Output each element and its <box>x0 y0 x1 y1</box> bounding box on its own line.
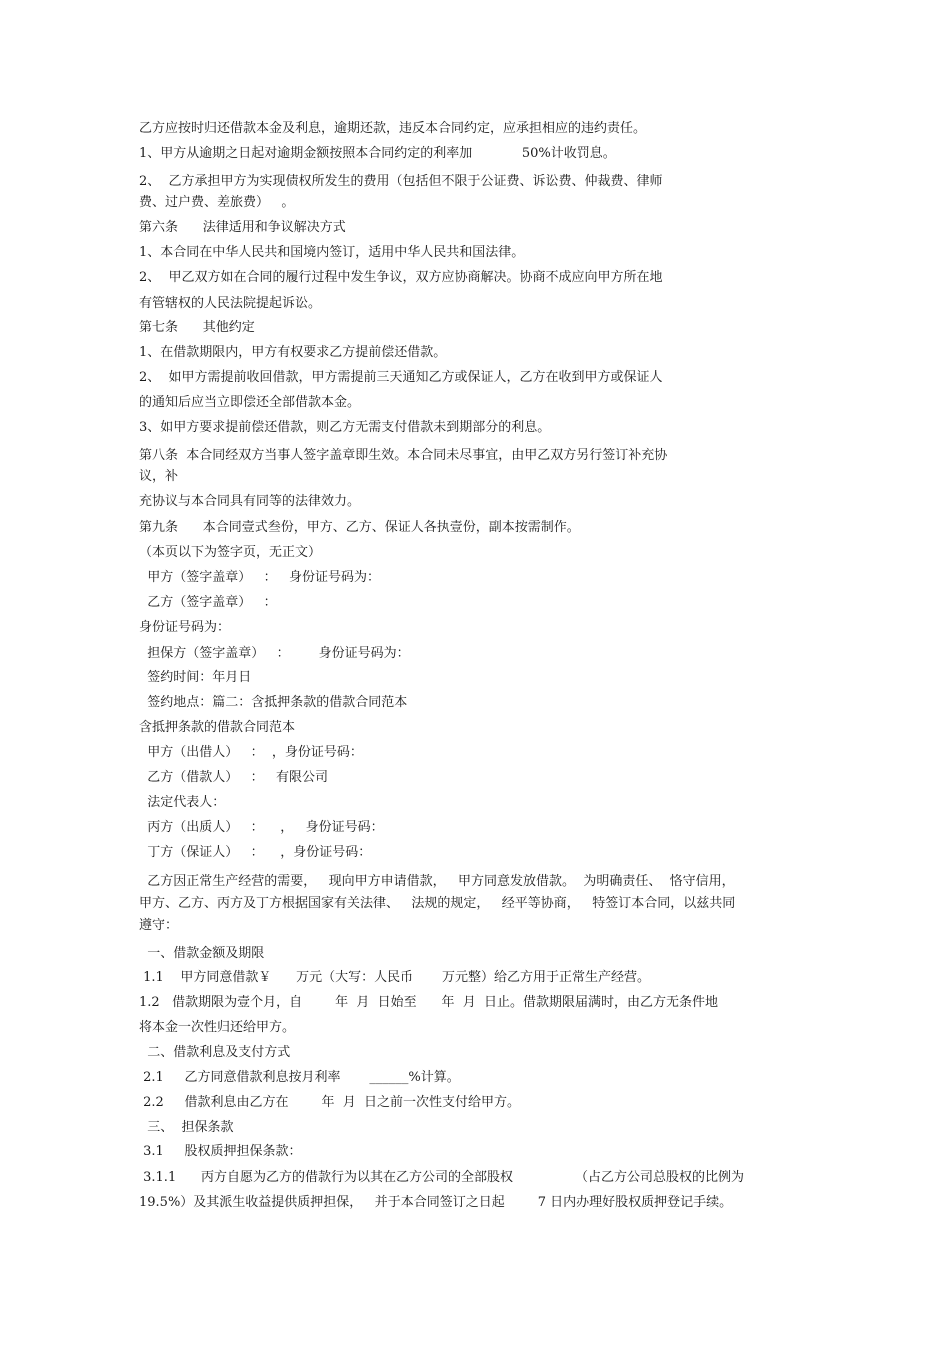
text-line: 2、 如甲方需提前收回借款，甲方需提前三天通知乙方或保证人，乙方在收到甲方或保证人 <box>139 370 663 385</box>
clause-line: 1.2 借款期限为壹个月，自 年 月 日始至 年 月 日止。借款期限届满时，由乙方无条件地 <box>139 995 718 1010</box>
section-heading: 一、借款金额及期限 <box>139 946 265 961</box>
section-heading: 第九条 本合同壹式叁份，甲方、乙方、保证人各执壹份，副本按需制作。 <box>139 520 580 535</box>
party-line: 丙方（出质人） ： ， 身份证号码： <box>139 820 384 835</box>
text-line: 议，补 <box>139 469 179 484</box>
clause-line: 2.2 借款利息由乙方在 年 月 日之前一次性支付给甲方。 <box>139 1095 521 1110</box>
party-line: 法定代表人： <box>139 795 226 810</box>
section-heading: 第七条 其他约定 <box>139 320 255 335</box>
party-line: 丁方（保证人） ： ，身份证号码： <box>139 845 372 860</box>
signature-line: 乙方（签字盖章） ： <box>139 595 277 610</box>
signature-line: 签约时间：年月日 <box>139 670 252 685</box>
text-line: 遵守： <box>139 918 179 933</box>
text-line: 2、 甲乙双方如在合同的履行过程中发生争议，双方应协商解决。协商不成应向甲方所在地 <box>139 270 663 285</box>
text-line: 1、甲方从逾期之日起对逾期金额按照本合同约定的利率加 50%计收罚息。 <box>139 146 616 161</box>
text-line: 甲方、乙方、丙方及丁方根据国家有关法律、 法规的规定， 经平等协商， 特签订本合同，以兹共同 <box>139 896 736 911</box>
text-line: 乙方因正常生产经营的需要， 现向甲方申请借款， 甲方同意发放借款。 为明确责任、 恪守信用， <box>139 874 735 889</box>
text-line: 3、如甲方要求提前偿还借款，则乙方无需支付借款未到期部分的利息。 <box>139 420 551 435</box>
text-line: 费、过户费、差旅费） 。 <box>139 195 295 210</box>
section-heading: 第八条 本合同经双方当事人签字盖章即生效。本合同未尽事宜，由甲乙双方另行签订补充协 <box>139 448 668 463</box>
text-line: 2、 乙方承担甲方为实现债权所发生的费用（包括但不限于公证费、诉讼费、仲裁费、律师 <box>139 174 663 189</box>
signature-line: 担保方（签字盖章） ： 身份证号码为： <box>139 646 410 661</box>
text-line: 充协议与本合同具有同等的法律效力。 <box>139 494 361 509</box>
text-line: 的通知后应当立即偿还全部借款本金。 <box>139 395 361 410</box>
party-line: 甲方（出借人） ： ，身份证号码： <box>139 745 363 760</box>
section-heading: 三、 担保条款 <box>139 1120 234 1135</box>
clause-line: 1.1 甲方同意借款￥ 万元（大写：人民币 万元整）给乙方用于正常生产经营。 <box>139 970 651 985</box>
clause-line: 2.1 乙方同意借款利息按月利率 ______%计算。 <box>139 1070 460 1085</box>
clause-line: 3.1.1 丙方自愿为乙方的借款行为以其在乙方公司的全部股权 （占乙方公司总股权的比例为 <box>139 1170 744 1185</box>
section-heading: 二、借款利息及支付方式 <box>139 1045 291 1060</box>
text-line: 1、本合同在中华人民共和国境内签订，适用中华人民共和国法律。 <box>139 245 525 260</box>
signature-line: 身份证号码为： <box>139 620 231 635</box>
clause-line: 19.5%）及其派生收益提供质押担保， 并于本合同签订之日起 7 日内办理好股权质押登记手续。 <box>139 1195 733 1210</box>
signature-line: 甲方（签字盖章） ： 身份证号码为： <box>139 570 381 585</box>
document-title: 含抵押条款的借款合同范本 <box>139 720 296 735</box>
clause-line: 将本金一次性归还给甲方。 <box>139 1020 296 1035</box>
party-line: 乙方（借款人） ： 有限公司 <box>139 770 329 785</box>
text-line: 1、在借款期限内，甲方有权要求乙方提前偿还借款。 <box>139 345 447 360</box>
text-line: 乙方应按时归还借款本金及利息，逾期还款，违反本合同约定，应承担相应的违约责任。 <box>139 121 647 136</box>
clause-line: 3.1 股权质押担保条款： <box>139 1144 302 1159</box>
section-heading: 第六条 法律适用和争议解决方式 <box>139 220 346 235</box>
text-line: 有管辖权的人民法院提起诉讼。 <box>139 296 322 311</box>
text-line: （本页以下为签字页，无正文） <box>139 545 322 560</box>
signature-line: 签约地点：篇二：含抵押条款的借款合同范本 <box>139 695 408 710</box>
